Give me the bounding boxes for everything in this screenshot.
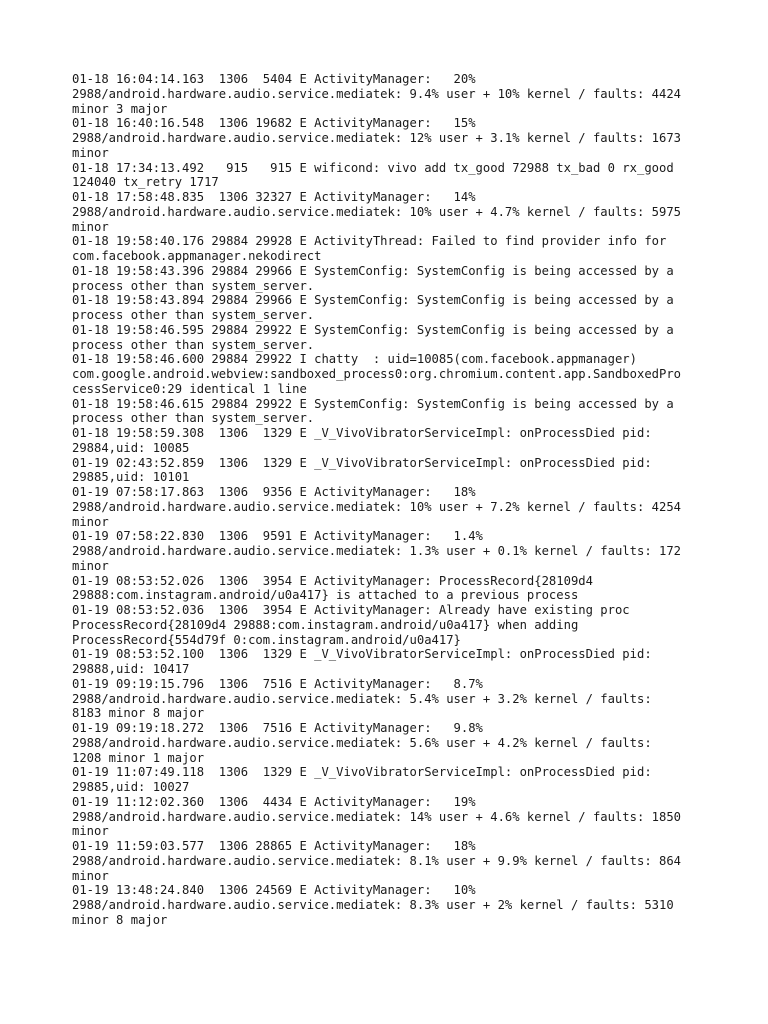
log-line: 01-18 19:58:43.894 29884 29966 E SystemConfig: SystemConfig is being accessed by a	[72, 293, 674, 308]
log-line: 01-18 16:04:14.163 1306 5404 E ActivityManager: 20%	[72, 72, 476, 86]
log-line: process other than system_server.	[72, 411, 315, 426]
log-line: 2988/android.hardware.audio.service.mediatek: 10% user + 7.2% kernel / faults: 4254	[72, 499, 682, 514]
log-line: 2988/android.hardware.audio.service.mediatek: 10% user + 4.7% kernel / faults: 5975	[72, 204, 682, 219]
log-line: 01-19 13:48:24.840 1306 24569 E ActivityManager: 10%	[72, 883, 476, 898]
log-line: process other than system_server.	[72, 337, 315, 352]
log-line: minor	[72, 514, 109, 529]
log-line: 01-19 09:19:15.796 1306 7516 E ActivityManager: 8.7%	[72, 676, 483, 691]
log-line: 01-18 17:58:48.835 1306 32327 E ActivityManager: 14%	[72, 190, 476, 204]
log-line: 01-18 19:58:43.396 29884 29966 E SystemConfig: SystemConfig is being accessed by a	[72, 263, 674, 278]
log-line: 01-19 07:58:17.863 1306 9356 E ActivityManager: 18%	[72, 485, 476, 499]
log-line: 01-18 19:58:59.308 1306 1329 E _V_VivoVibratorServiceImpl: onProcessDied pid:	[72, 426, 652, 440]
log-line: 2988/android.hardware.audio.service.mediatek: 12% user + 3.1% kernel / faults: 1673	[72, 131, 682, 145]
log-line: minor	[72, 824, 109, 839]
log-line: 01-19 11:59:03.577 1306 28865 E ActivityManager: 18%	[72, 839, 476, 853]
log-line: com.google.android.webview:sandboxed_process0:org.chromium.content.app.SandboxedPro	[72, 367, 682, 381]
log-line: 29884,uid: 10085	[72, 440, 190, 455]
log-line: 01-18 19:58:46.615 29884 29922 E SystemConfig: SystemConfig is being accessed by a	[72, 396, 674, 411]
log-line: cessService0:29 identical 1 line	[72, 381, 307, 396]
log-line: 2988/android.hardware.audio.service.mediatek: 5.4% user + 3.2% kernel / faults:	[72, 691, 652, 706]
log-line: 29885,uid: 10101	[72, 470, 190, 485]
log-line: process other than system_server.	[72, 278, 315, 293]
log-line: 29888:com.instagram.android/u0a417} is attached to a previous process	[72, 588, 579, 603]
log-line: 01-19 07:58:22.830 1306 9591 E ActivityManager: 1.4%	[72, 529, 483, 544]
log-line: 01-19 08:53:52.100 1306 1329 E _V_VivoVibratorServiceImpl: onProcessDied pid:	[72, 647, 652, 662]
log-line: 2988/android.hardware.audio.service.mediatek: 5.6% user + 4.2% kernel / faults:	[72, 735, 652, 750]
log-line: com.facebook.appmanager.nekodirect	[72, 249, 322, 263]
log-line: 1208 minor 1 major	[72, 750, 205, 765]
log-line: minor	[72, 558, 109, 573]
log-line: 8183 minor 8 major	[72, 706, 205, 721]
log-line: 01-19 08:53:52.026 1306 3954 E ActivityManager: ProcessRecord{28109d4	[72, 573, 593, 588]
log-line: 01-19 09:19:18.272 1306 7516 E ActivityManager: 9.8%	[72, 721, 483, 735]
log-line: 01-18 16:40:16.548 1306 19682 E ActivityManager: 15%	[72, 116, 476, 131]
log-line: process other than system_server.	[72, 308, 315, 322]
log-line: 01-18 19:58:46.595 29884 29922 E SystemConfig: SystemConfig is being accessed by a	[72, 322, 674, 337]
log-document-page	[72, 72, 712, 928]
log-line: 2988/android.hardware.audio.service.mediatek: 14% user + 4.6% kernel / faults: 1850	[72, 809, 682, 824]
log-line: 2988/android.hardware.audio.service.mediatek: 1.3% user + 0.1% kernel / faults: 172	[72, 544, 682, 558]
log-line: 2988/android.hardware.audio.service.mediatek: 9.4% user + 10% kernel / faults: 4424	[72, 86, 682, 101]
log-line: minor	[72, 868, 109, 883]
log-line: ProcessRecord{28109d4 29888:com.instagram.android/u0a417} when adding	[72, 617, 579, 632]
log-line: 124040 tx_retry 1717	[72, 175, 219, 190]
log-line: 01-18 19:58:40.176 29884 29928 E ActivityThread: Failed to find provider info for	[72, 234, 667, 249]
log-line: 2988/android.hardware.audio.service.mediatek: 8.3% user + 2% kernel / faults: 5310	[72, 898, 674, 912]
log-line: 01-19 11:07:49.118 1306 1329 E _V_VivoVibratorServiceImpl: onProcessDied pid:	[72, 765, 652, 780]
log-line: minor 3 major	[72, 101, 168, 116]
log-line: 01-19 02:43:52.859 1306 1329 E _V_VivoVibratorServiceImpl: onProcessDied pid:	[72, 455, 652, 470]
log-line: minor 8 major	[72, 912, 168, 927]
log-line: 01-19 08:53:52.036 1306 3954 E ActivityManager: Already have existing proc	[72, 603, 630, 617]
log-line: 2988/android.hardware.audio.service.mediatek: 8.1% user + 9.9% kernel / faults: 864	[72, 853, 682, 868]
log-line: 01-18 17:34:13.492 915 915 E wificond: vivo add tx_good 72988 tx_bad 0 rx_good	[72, 160, 674, 175]
log-line: 29885,uid: 10027	[72, 780, 190, 794]
log-line: 29888,uid: 10417	[72, 662, 190, 676]
log-line: 01-19 11:12:02.360 1306 4434 E ActivityManager: 19%	[72, 794, 476, 809]
log-line: minor	[72, 145, 109, 160]
log-line: minor	[72, 219, 109, 234]
log-line: 01-18 19:58:46.600 29884 29922 I chatty : uid=10085(com.facebook.appmanager)	[72, 352, 637, 367]
log-lines	[72, 72, 712, 928]
log-line: ProcessRecord{554d79f 0:com.instagram.android/u0a417}	[72, 632, 461, 647]
